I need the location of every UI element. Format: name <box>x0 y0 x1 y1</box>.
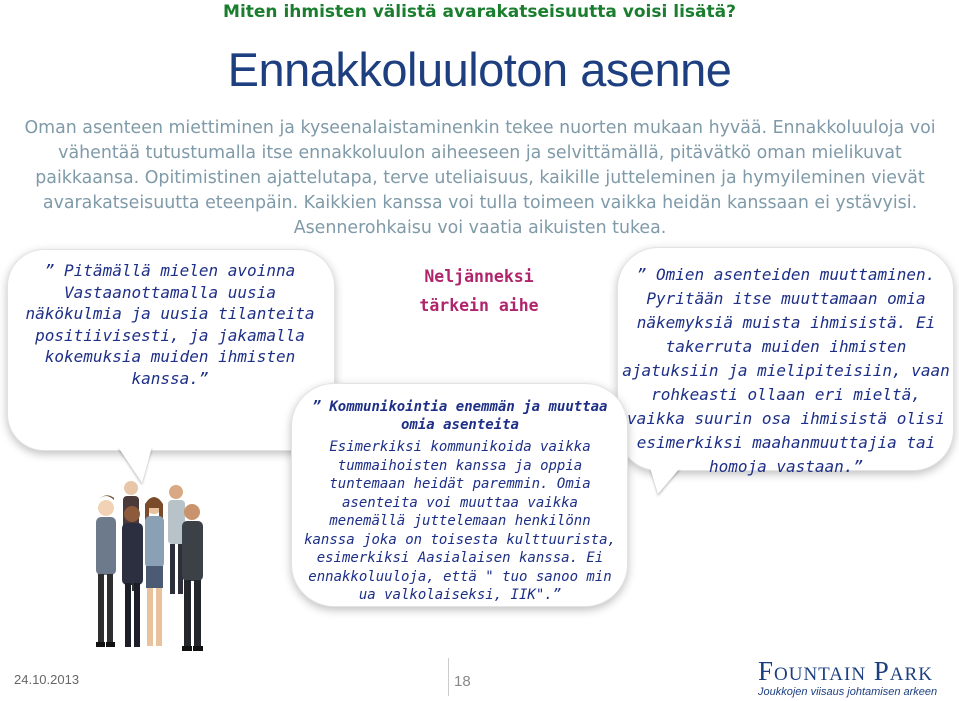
page-number: 18 <box>454 673 471 690</box>
topic-rank-label-line2: tärkein aihe <box>419 296 539 315</box>
quote-right: ” Omien asenteiden muuttaminen. Pyritään itse muuttamaan omia näkemyksiä muista ihmisistä. Ei takerruta muiden ihmisten ajatuksiin ja mielipiteisiin, vaan rohkeasti ollaan eri mieltä, vaikka suurin osa ihmisistä olisi esimerkiksi maahanmuuttajia tai homoja vastaan.” <box>622 265 950 476</box>
quote-center-heading: ” Kommunikointia enemmän ja muuttaa omia asenteita <box>312 399 608 433</box>
quote-left: ” Pitämällä mielen avoinna Vastaanottamalla uusia näkökulmia ja uusia tilanteita positiivisesti, ja jakamalla kokemuksia muiden ihmisten kanssa.” <box>25 261 315 388</box>
quote-center-body: Esimerkiksi kommunikoida vaikka tummaihoisten kanssa ja oppia tuntemaan heidät paremmin. Omia asenteita voi muuttaa vaikka menemällä juttelemaan henkilönn kanssa joka on toisesta kulttuurista, esimerkiksi Aasialaisen kanssa. Ei ennakkoluuloja, että " tuo sanoo min ua valkolaiseksi, IIK".” <box>304 439 616 603</box>
slide-main-title: Ennakkoluuloton asenne <box>227 43 732 96</box>
intro-paragraph: Oman asenteen miettiminen ja kyseenalaistaminenkin tekee nuorten mukaan hyvää. Ennakkoluuloja voi vähentää tutustumalla itse ennakkoluulon aiheeseen ja selvittämällä, pitävätkö oman mielikuvat paikkaansa. Opitimistinen ajattelutapa, terve uteliaisuus, kaikille jutteleminen ja hymyileminen vievät avarakatseisuutta eteenpäin. Kaikkien kanssa voi tulla toimeen vaikka heidän kanssaan ei ystävyisi. Asennerohkaisu voi vaatia aikuisten tukea. <box>24 118 936 238</box>
people-group-illustration <box>88 470 213 662</box>
topic-rank-label-line1: Neljänneksi <box>424 267 534 286</box>
person-3-icon <box>145 497 164 646</box>
topic-rank-label <box>384 262 574 320</box>
person-1-icon <box>96 495 116 647</box>
slide-top-title: Miten ihmisten välistä avarakatseisuutta voisi lisätä? <box>223 2 736 22</box>
logo-name: Fountain Park <box>758 656 933 686</box>
fountain-park-logo <box>758 658 948 698</box>
footer-date: 24.10.2013 <box>14 672 80 687</box>
logo-tagline: Joukkojen viisaus johtamisen arkeen <box>758 686 938 698</box>
footer-divider <box>448 658 449 696</box>
person-2-icon <box>122 506 143 647</box>
person-4-icon <box>182 504 203 651</box>
